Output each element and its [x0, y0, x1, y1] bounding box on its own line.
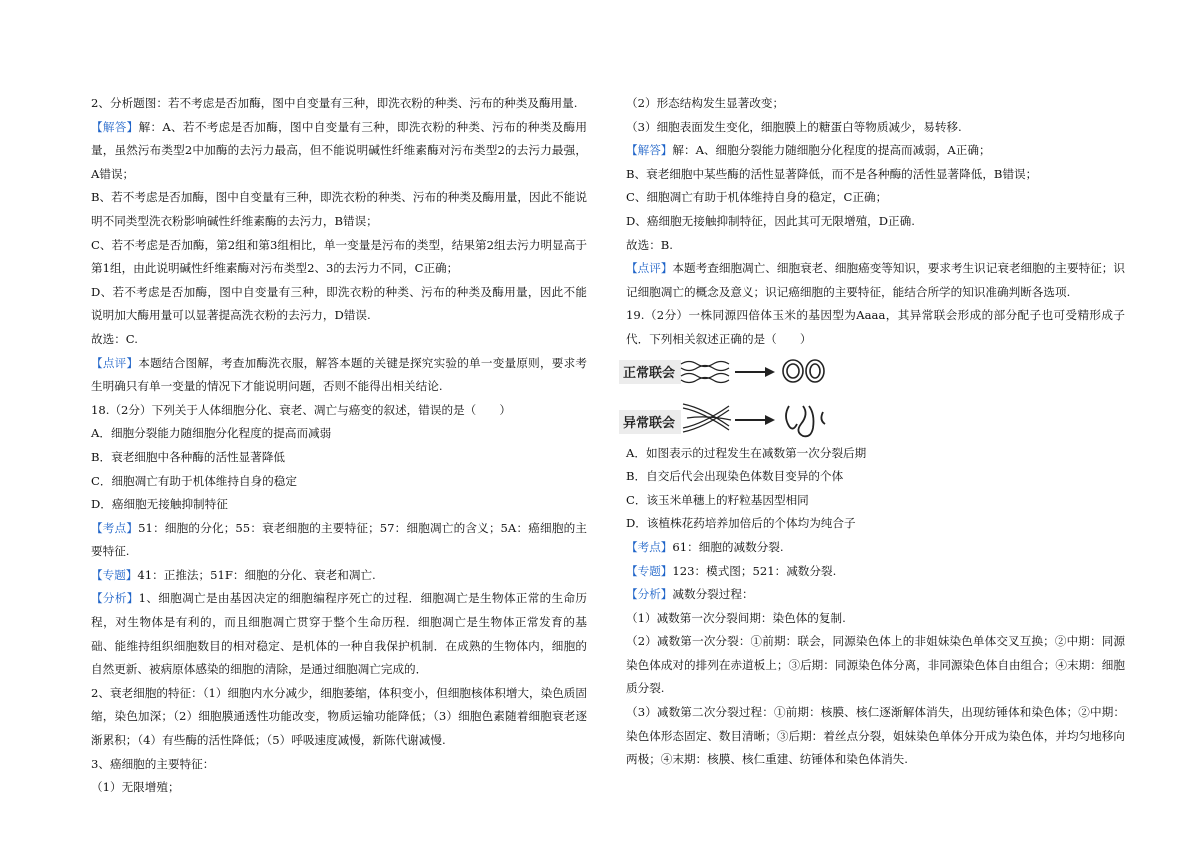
paragraph — [617, 583, 1125, 607]
paragraph — [82, 493, 587, 517]
normal-bivalent-rings — [783, 360, 824, 382]
paragraph — [82, 92, 587, 116]
paragraph-text: 18.（2分）下列关于人体细胞分化、衰老、凋亡与癌变的叙述，错误的是（ ） — [91, 402, 512, 417]
section-tag: 【解答】 — [91, 119, 139, 134]
paragraph — [617, 92, 1125, 116]
normal-arrow — [735, 367, 775, 377]
section-tag: 【分析】 — [91, 591, 139, 606]
normal-synapsis-label: 正常联会 — [623, 365, 676, 381]
paragraph-text: C、细胞凋亡有助于机体维持自身的稳定，C正确； — [626, 190, 888, 205]
paragraph — [617, 234, 1125, 258]
paragraph-text: B、若不考虑是否加酶，图中自变量有三种，即洗衣粉的种类、污布的种类及酶用量，因此不能说明不同类型洗衣粉影响碱性纤维素酶的去污力，B错误； — [91, 190, 587, 228]
paragraph — [617, 139, 1125, 163]
paragraph-text: A．细胞分裂能力随细胞分化程度的提高而减弱 — [91, 426, 332, 441]
paragraph-text: 减数分裂过程： — [672, 587, 754, 602]
paragraph — [617, 489, 1125, 513]
paragraph-text: 1、细胞凋亡是由基因决定的细胞编程序死亡的过程．细胞凋亡是生物体正常的生命历程，对生物体是有利的，而且细胞凋亡贯穿于整个生命历程．细胞凋亡是生物体正常发育的基础、能维持组织细胞数目的相对稳定、是机体的一种自我保护机制．在成熟的生物体内，细胞的自然更新、被病原体感染的细胞的清除，是通过细胞凋亡完成的． — [91, 591, 587, 677]
paragraph-text: D．该植株花药培养加倍后的个体均为纯合子 — [626, 516, 856, 531]
paragraph-text: D、癌细胞无接触抑制特征，因此其可无限增殖，D正确. — [626, 213, 915, 228]
paragraph — [617, 607, 1125, 631]
abnormal-pair-chromosomes — [683, 404, 731, 432]
paragraph-text: 123：模式图；521：减数分裂. — [672, 563, 837, 578]
paragraph — [82, 186, 587, 233]
paragraph-text: B、衰老细胞中某些酶的活性显著降低，而不是各种酶的活性显著降低，B错误； — [626, 166, 1038, 181]
paragraph-text: 51：细胞的分化；55：衰老细胞的主要特征；57：细胞凋亡的含义；5A：癌细胞的主要特征. — [91, 520, 587, 559]
paragraph-text: 解：A、若不考虑是否加酶，图中自变量有三种，即洗衣粉的种类、污布的种类及酶用量，虽然污布类型2中加酶的去污力最高，但不能说明碱性纤维素酶对污布类型2的去污力最强，A错误； — [91, 119, 587, 181]
paragraph-text: 61：细胞的减数分裂. — [672, 539, 784, 554]
paragraph — [617, 630, 1125, 701]
paragraph — [617, 163, 1125, 187]
paragraph-text: 故选：C. — [91, 331, 138, 346]
paragraph — [82, 116, 587, 187]
paragraph-text: （2）减数第一次分裂：①前期：联会，同源染色体上的非姐妹染色单体交叉互换；②中期：同源染色体成对的排列在赤道板上；③后期：同源染色体分离，非同源染色体自由组合；④末期：细胞质分裂. — [626, 634, 1125, 696]
paragraph-text: C、若不考虑是否加酶，第2组和第3组相比，单一变量是污布的类型，结果第2组去污力明显高于第1组，由此说明碱性纤维素酶对污布类型2、3的去污力不同，C正确； — [91, 237, 587, 276]
paragraph — [617, 186, 1125, 210]
paragraph — [617, 560, 1125, 584]
section-tag: 【点评】 — [626, 261, 673, 276]
question-stem — [617, 304, 1125, 351]
paragraph-text: （1）无限增殖； — [91, 780, 180, 795]
paragraph-text: 故选：B. — [626, 237, 673, 252]
normal-pair-chromosomes — [681, 361, 729, 382]
paragraph — [617, 465, 1125, 489]
paragraph — [82, 422, 587, 446]
paragraph — [82, 776, 587, 800]
paragraph — [82, 517, 587, 564]
paragraph-text: C．细胞凋亡有助于机体维持自身的稳定 — [91, 473, 297, 488]
right-column — [617, 92, 1125, 772]
paragraph — [82, 328, 587, 352]
paragraph — [617, 536, 1125, 560]
paragraph — [82, 281, 587, 328]
section-tag: 【专题】 — [626, 563, 673, 578]
synapsis-diagram — [617, 356, 837, 438]
paragraph-text: 解：A、细胞分裂能力随细胞分化程度的提高而减弱，A正确； — [672, 143, 991, 158]
paragraph-text: 2、分析题图：若不考虑是否加酶，图中自变量有三种，即洗衣粉的种类、污布的种类及酶用量. — [91, 96, 578, 110]
paragraph-text: D、若不考虑是否加酶，图中自变量有三种，即洗衣粉的种类、污布的种类及酶用量，因此不能说明加大酶用量可以显著提高洗衣粉的去污力，D错误. — [91, 284, 587, 323]
paragraph-text: （3）细胞表面发生变化，细胞膜上的糖蛋白等物质减少，易转移. — [626, 119, 962, 134]
meiosis-synapsis-figure — [617, 356, 1125, 438]
paragraph — [617, 512, 1125, 536]
paragraph-text: 2、衰老细胞的特征：（1）细胞内水分减少，细胞萎缩，体积变小，但细胞核体积增大，染色质固缩，染色加深；（2）细胞膜通透性功能改变，物质运输功能降低；（3）细胞色素随着细胞衰老逐渐累积；（4）有些酶的活性降低；（5）呼吸速度减慢，新陈代谢减慢. — [91, 685, 587, 748]
paragraph — [82, 682, 587, 753]
paragraph-text: A．如图表示的过程发生在减数第一次分裂后期 — [626, 445, 867, 460]
paragraph — [617, 442, 1125, 466]
paragraph-text: （2）形态结构发生显著改变； — [626, 96, 785, 110]
section-tag: 【考点】 — [91, 520, 139, 535]
left-column — [82, 92, 587, 800]
paragraph-text: 本题考查细胞凋亡、细胞衰老、细胞癌变等知识，要求考生识记衰老细胞的主要特征；识记细胞凋亡的概念及意义；识记癌细胞的主要特征，能结合所学的知识准确判断各选项. — [626, 261, 1125, 299]
paragraph-text: B．衰老细胞中各种酶的活性显著降低 — [91, 449, 286, 464]
paragraph — [82, 587, 587, 681]
paragraph — [617, 701, 1125, 772]
paragraph-text: 本题结合图解，考查加酶洗衣服，解答本题的关键是探究实验的单一变量原则，要求考生明确只有单一变量的情况下才能说明问题，否则不能得出相关结论. — [91, 355, 587, 394]
paragraph — [82, 470, 587, 494]
section-tag: 【考点】 — [626, 539, 673, 554]
paragraph-text: C．该玉米单穗上的籽粒基因型相同 — [626, 492, 809, 507]
paragraph-text: 41：正推法；51F：细胞的分化、衰老和凋亡. — [137, 567, 376, 582]
question-stem — [82, 399, 587, 423]
paragraph — [82, 446, 587, 470]
section-tag: 【点评】 — [91, 355, 139, 370]
section-tag: 【分析】 — [626, 587, 673, 602]
abnormal-synapsis-label: 异常联会 — [623, 415, 676, 431]
section-tag: 【解答】 — [626, 143, 673, 158]
paragraph — [82, 234, 587, 281]
paragraph — [617, 116, 1125, 140]
paragraph — [82, 564, 587, 588]
abnormal-multivalent — [786, 406, 825, 436]
paragraph-text: 19.（2分）一株同源四倍体玉米的基因型为Aaaa，其异常联会形成的部分配子也可受精形成子代．下列相关叙述正确的是（ ） — [626, 308, 1125, 346]
paragraph-text: D．癌细胞无接触抑制特征 — [91, 497, 228, 512]
abnormal-arrow — [735, 415, 775, 425]
paragraph-text: （3）减数第二次分裂过程：①前期：核膜、核仁逐渐解体消失，出现纺锤体和染色体；②中期：染色体形态固定、数目清晰；③后期：着丝点分裂，姐妹染色单体分开成为染色体，并均匀地移向两极；④末期：核膜、核仁重建、纺锤体和染色体消失. — [626, 705, 1125, 767]
right-column-bottom — [617, 442, 1125, 772]
paragraph-text: 3、癌细胞的主要特征： — [91, 756, 215, 771]
paragraph — [617, 210, 1125, 234]
paragraph — [82, 352, 587, 399]
section-tag: 【专题】 — [91, 567, 138, 582]
paragraph-text: B．自交后代会出现染色体数目变异的个体 — [626, 469, 844, 484]
paragraph — [82, 753, 587, 777]
paragraph — [617, 257, 1125, 304]
right-column-top — [617, 92, 1125, 352]
paragraph-text: （1）减数第一次分裂间期：染色体的复制. — [626, 610, 846, 625]
